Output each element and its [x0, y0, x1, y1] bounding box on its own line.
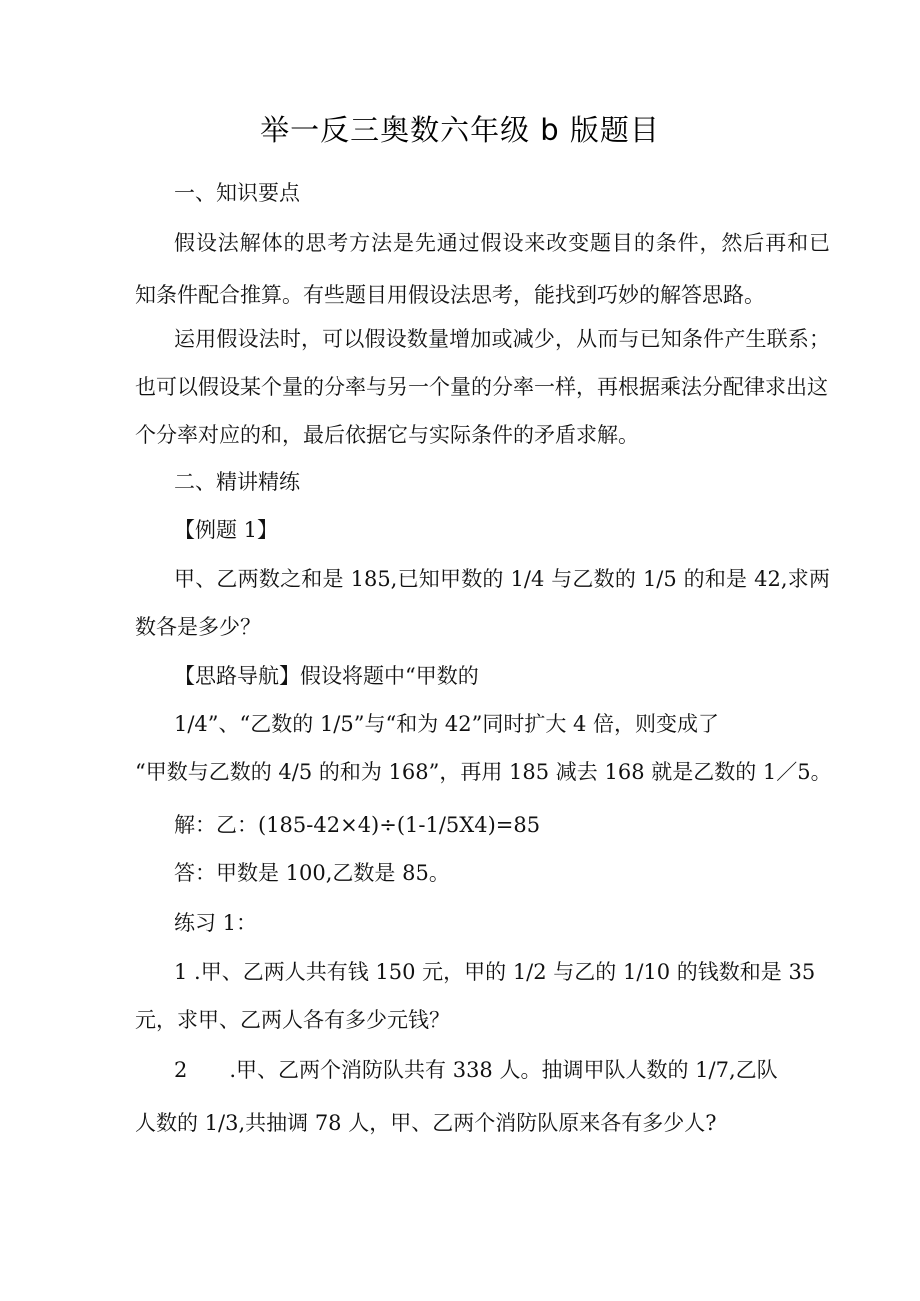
hint-line: 1/4”、“乙数的 1/5”与“和为 42”同时扩大 4 倍，则变成了	[174, 712, 720, 736]
section-heading-practice: 二、精讲精练	[174, 470, 300, 494]
paragraph-line: 知条件配合推算。有些题目用假设法思考，能找到巧妙的解答思路。	[135, 283, 765, 307]
paragraph-line: 也可以假设某个量的分率与另一个量的分率一样，再根据乘法分配律求出这	[135, 375, 828, 399]
example-label: 【例题 1】	[174, 518, 279, 542]
example-question-line: 数各是多少？	[135, 615, 261, 639]
answer-line: 答：甲数是 100,乙数是 85。	[174, 861, 450, 885]
solution-line: 解：乙：(185-42×4)÷(1-1/5X4)=85	[174, 813, 541, 837]
practice-item-1-line: 元，求甲、乙两人各有多少元钱？	[135, 1008, 450, 1032]
paragraph-line: 个分率对应的和，最后依据它与实际条件的矛盾求解。	[135, 423, 639, 447]
section-heading-knowledge-points: 一、知识要点	[174, 181, 300, 205]
page-title: 举一反三奥数六年级 b 版题目	[260, 113, 660, 147]
practice-item-2-line: 2 .甲、乙两个消防队共有 338 人。抽调甲队人数的 1/7,乙队	[174, 1058, 778, 1082]
paragraph-line: 假设法解体的思考方法是先通过假设来改变题目的条件，然后再和已	[174, 231, 830, 255]
hint-line: “甲数与乙数的 4/5 的和为 168”，再用 185 减去 168 就是乙数的 1／5。	[135, 760, 832, 784]
practice-item-1-line: 1 .甲、乙两人共有钱 150 元，甲的 1/2 与乙的 1/10 的钱数和是 35	[174, 960, 816, 984]
hint-line: 【思路导航】假设将题中“甲数的	[174, 664, 479, 688]
paragraph-line: 运用假设法时，可以假设数量增加或减少，从而与已知条件产生联系；	[174, 327, 830, 351]
practice-label: 练习 1：	[174, 911, 258, 935]
example-question-line: 甲、乙两数之和是 185,已知甲数的 1/4 与乙数的 1/5 的和是 42,求两	[174, 567, 830, 591]
practice-item-2-line: 人数的 1/3,共抽调 78 人，甲、乙两个消防队原来各有多少人?	[135, 1111, 717, 1135]
